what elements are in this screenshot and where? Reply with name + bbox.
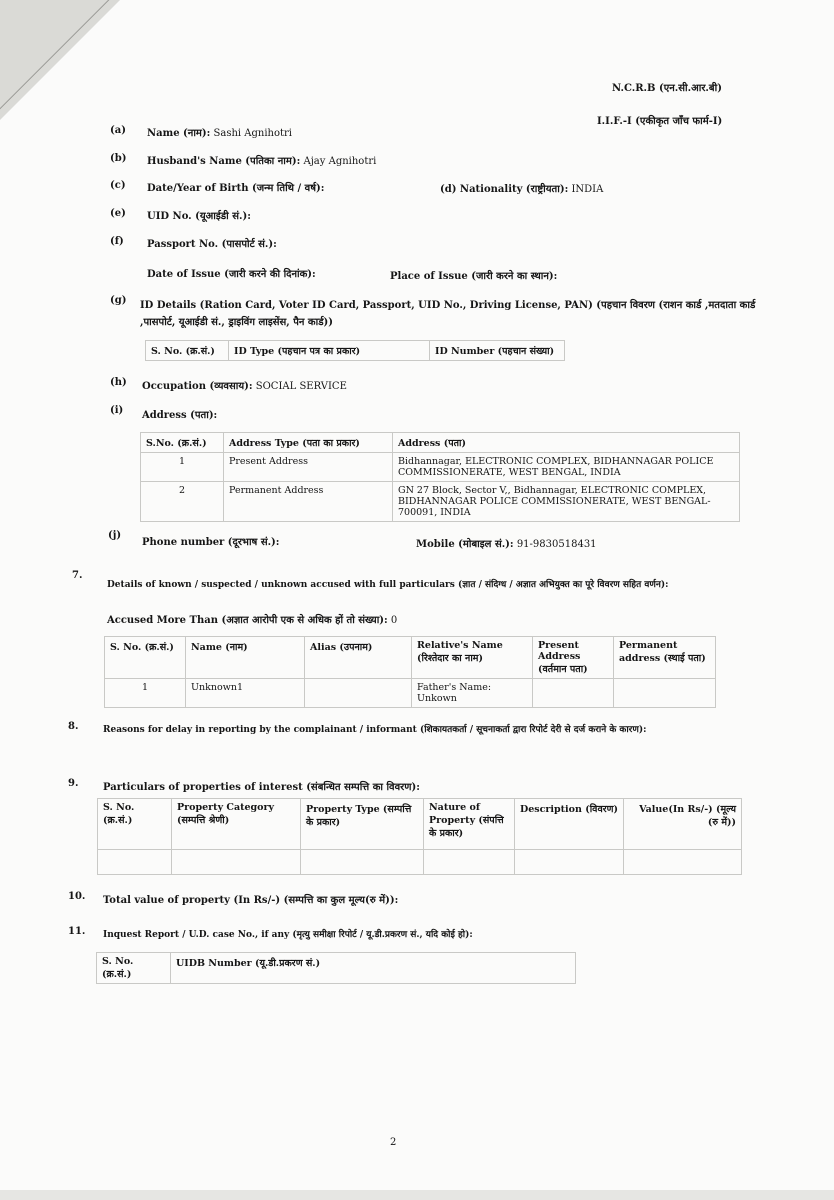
table-row xyxy=(141,482,740,522)
table-header: Alias (उपनाम) xyxy=(305,637,412,679)
table-header-row xyxy=(146,341,565,361)
passport-label: Passport No. (पासपोर्ट सं.): xyxy=(147,239,277,250)
table-header: S.No. (क्र.सं.) xyxy=(141,433,224,453)
birth-date-label: Date/Year of Birth (जन्म तिथि / वर्ष): xyxy=(147,183,325,194)
husband-name-field xyxy=(147,153,376,167)
mobile-field xyxy=(416,536,597,550)
field-key-b: (b) xyxy=(110,153,127,164)
table-header: Address (पता) xyxy=(393,433,740,453)
name-label: Name (नाम): xyxy=(147,128,211,139)
table-cell: 2 xyxy=(141,482,224,522)
table-header-row xyxy=(98,799,742,850)
field-key-h: (h) xyxy=(110,377,127,388)
table-header-row xyxy=(105,637,716,679)
table-cell: 1 xyxy=(105,679,186,708)
table-cell: GN 27 Block, Sector V,, Bidhannagar, ELECTRONIC COMPLEX, BIDHANNAGAR POLICE COMMISSIONERATE, WEST BENGAL-700091, INDIA xyxy=(393,482,740,522)
field-key-e: (e) xyxy=(110,208,126,219)
table-cell xyxy=(301,850,424,875)
table-header: Permanent address (स्थाई पता) xyxy=(614,637,716,679)
table-header: Property Type (सम्पत्ति के प्रकार) xyxy=(301,799,424,850)
table-header: S. No. (क्र.सं.) xyxy=(97,953,171,984)
phone-label: Phone number (दूरभाष सं.): xyxy=(142,537,280,548)
section-11-title: Inquest Report / U.D. case No., if any (मृत्यु समीक्षा रिपोर्ट / यू.डी.प्रकरण सं., यदि कोई हो): xyxy=(103,930,473,940)
table-header: Value(In Rs/-) (मूल्य (रु में)) xyxy=(624,799,742,850)
section-8-number: 8. xyxy=(68,721,79,732)
table-row xyxy=(105,679,716,708)
table-header: Description (विवरण) xyxy=(515,799,624,850)
section-9-title: Particulars of properties of interest (संबन्धित सम्पत्ति का विवरण): xyxy=(103,782,420,793)
mobile-value: 91-9830518431 xyxy=(516,539,597,550)
occupation-label: Occupation (व्यवसाय): xyxy=(142,381,253,392)
table-header: S. No. (क्र.सं.) xyxy=(105,637,186,679)
table-header: Relative's Name (रिश्तेदार का नाम) xyxy=(412,637,533,679)
section-7-title: Details of known / suspected / unknown accused with full particulars (ज्ञात / संदिग्ध / अज्ञात अभियुक्त का पूरे विवरण सहित वर्णन): xyxy=(107,580,669,590)
field-key-c: (c) xyxy=(110,180,126,191)
iif-header: I.I.F.-I (एकीकृत जाँच फार्म-I) xyxy=(597,116,723,127)
property-table xyxy=(97,798,742,875)
table-header: S. No. (क्र.सं.) xyxy=(98,799,172,850)
field-key-f: (f) xyxy=(110,236,124,247)
occupation-value: SOCIAL SERVICE xyxy=(255,381,347,392)
accused-table xyxy=(104,636,716,708)
section-8-title: Reasons for delay in reporting by the complainant / informant (शिकायतकर्ता / सूचनाकर्ता द्वारा रिपोर्ट देरी से दर्ज कराने के कारण): xyxy=(103,725,647,735)
table-header: Address Type (पता का प्रकार) xyxy=(224,433,393,453)
id-details-line1: ID Details (Ration Card, Voter ID Card, Passport, UID No., Driving License, PAN) (पहचान विवरण (राशन कार्ड ,मतदाता कार्ड xyxy=(140,300,756,311)
uid-label: UID No. (यूआईडी सं.): xyxy=(147,211,251,222)
table-cell: 1 xyxy=(141,453,224,482)
section-11-number: 11. xyxy=(68,926,86,937)
occupation-field xyxy=(142,378,347,392)
table-cell xyxy=(172,850,301,875)
table-header: ID Number (पहचान संख्या) xyxy=(430,341,565,361)
table-header: UIDB Number (यू.डी.प्रकरण सं.) xyxy=(171,953,576,984)
scan-edge xyxy=(0,1190,834,1200)
table-cell xyxy=(515,850,624,875)
address-table xyxy=(140,432,740,522)
table-cell: Permanent Address xyxy=(224,482,393,522)
table-row xyxy=(141,453,740,482)
table-header: S. No. (क्र.सं.) xyxy=(146,341,229,361)
name-value: Sashi Agnihotri xyxy=(213,128,292,139)
table-cell xyxy=(614,679,716,708)
husband-name-label: Husband's Name (पतिका नाम): xyxy=(147,156,301,167)
table-cell xyxy=(424,850,515,875)
accused-count-value: 0 xyxy=(390,615,398,626)
issue-place-label: Place of Issue (जारी करने का स्थान): xyxy=(390,271,558,282)
section-7-number: 7. xyxy=(72,570,83,581)
folded-corner xyxy=(0,0,120,120)
field-key-i: (i) xyxy=(110,405,124,416)
table-cell xyxy=(624,850,742,875)
table-header-row xyxy=(141,433,740,453)
field-key-a: (a) xyxy=(110,125,126,136)
id-details-line2: ,पासपोर्ट, यूआईडी सं., ड्राइविंग लाइसेंस, पैन कार्ड)) xyxy=(140,317,334,328)
ncrb-header: N.C.R.B (एन.सी.आर.बी) xyxy=(612,83,722,94)
issue-date-label: Date of Issue (जारी करने की दिनांक): xyxy=(147,269,316,280)
table-cell: Bidhannagar, ELECTRONIC COMPLEX, BIDHANNAGAR POLICE COMMISSIONERATE, WEST BENGAL, INDIA xyxy=(393,453,740,482)
table-cell: Father's Name: Unkown xyxy=(412,679,533,708)
name-field xyxy=(147,125,292,139)
table-cell: Present Address xyxy=(224,453,393,482)
table-header: Present Address (वर्तमान पता) xyxy=(533,637,614,679)
table-row xyxy=(98,850,742,875)
id-details-table xyxy=(145,340,565,361)
section-10-number: 10. xyxy=(68,891,86,902)
table-cell xyxy=(533,679,614,708)
mobile-label: Mobile (मोबाइल सं.): xyxy=(416,539,514,550)
inquest-table xyxy=(96,952,576,984)
address-label: Address (पता): xyxy=(142,410,218,421)
section-9-number: 9. xyxy=(68,778,79,789)
table-header: Property Category (सम्पत्ति श्रेणी) xyxy=(172,799,301,850)
nationality-field xyxy=(440,181,603,195)
table-header: Name (नाम) xyxy=(186,637,305,679)
field-key-g: (g) xyxy=(110,295,127,306)
table-cell xyxy=(305,679,412,708)
husband-name-value: Ajay Agnihotri xyxy=(303,156,377,167)
table-header-row xyxy=(97,953,576,984)
nationality-value: INDIA xyxy=(571,184,604,195)
table-header: ID Type (पहचान पत्र का प्रकार) xyxy=(229,341,430,361)
page-number: 2 xyxy=(390,1137,397,1148)
nationality-label: (d) Nationality (राष्ट्रीयता): xyxy=(440,184,569,195)
section-10-title: Total value of property (In Rs/-) (सम्पत्ति का कुल मूल्य(रु में)): xyxy=(103,895,399,906)
field-key-j: (j) xyxy=(108,530,122,541)
accused-count-field xyxy=(107,612,397,626)
table-header: Nature of Property (संपत्ति के प्रकार) xyxy=(424,799,515,850)
table-cell xyxy=(98,850,172,875)
accused-count-label: Accused More Than (अज्ञात आरोपी एक से अधिक हों तो संख्या): xyxy=(107,615,388,626)
table-cell: Unknown1 xyxy=(186,679,305,708)
